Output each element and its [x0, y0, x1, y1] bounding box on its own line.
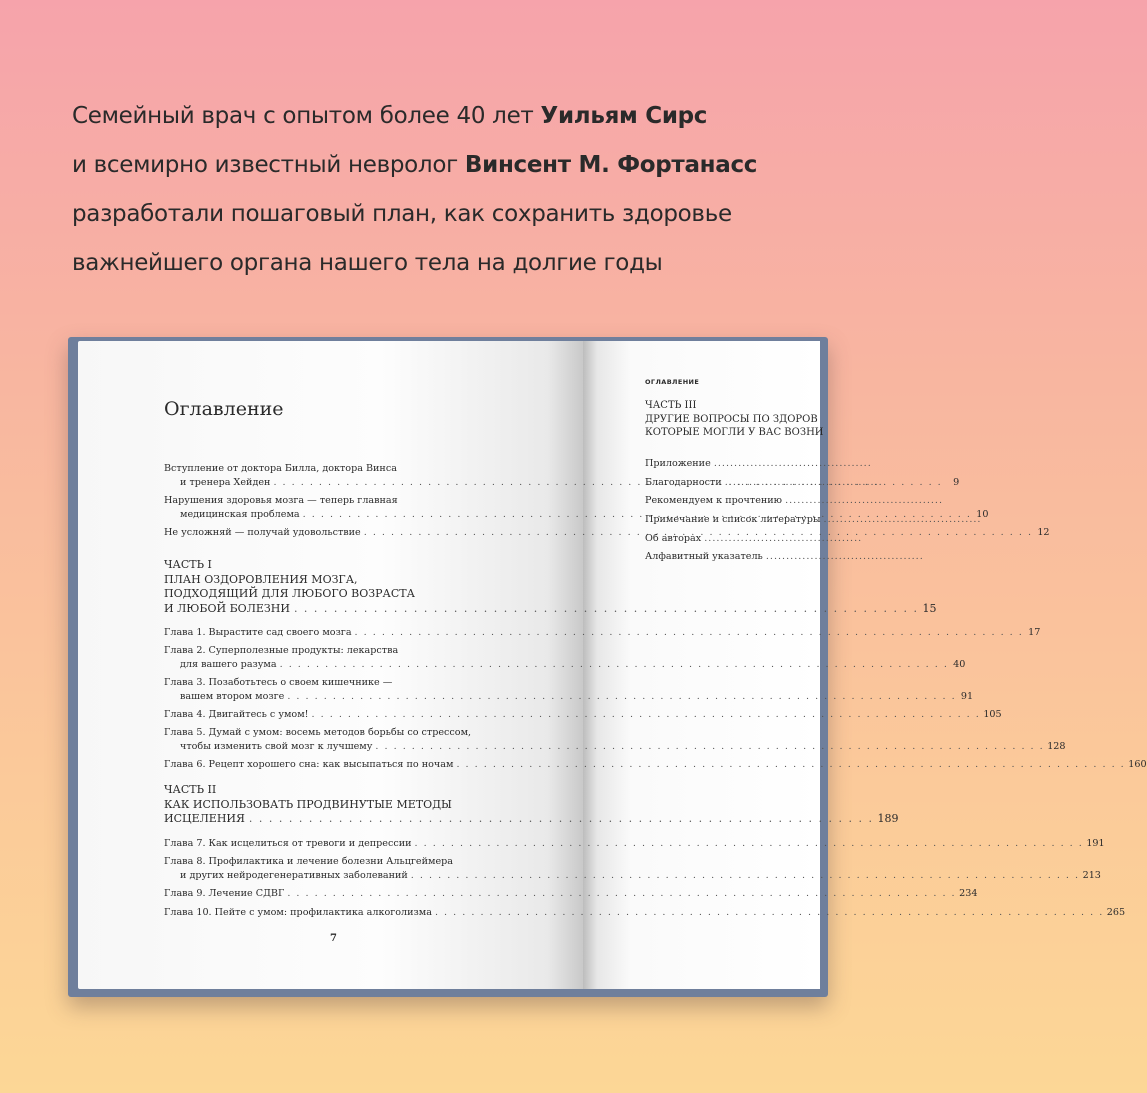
toc-entry	[164, 758, 1147, 772]
toc-entry-text: Глава 7. Как исцелиться от тревоги и депрессии	[164, 838, 412, 849]
toc-page-number: 189	[877, 812, 899, 825]
headline-text: Семейный врач с опытом более 40 лет	[72, 103, 541, 129]
toc-page-number: 191	[1086, 838, 1105, 849]
toc-page-number: 105	[983, 709, 1002, 720]
toc-page-number: 10	[976, 509, 989, 520]
toc-entry	[645, 458, 981, 477]
running-head: ОГЛАВЛЕНИЕ	[645, 378, 700, 386]
toc-entry	[164, 676, 974, 704]
toc-page-number: 12	[1037, 527, 1050, 538]
toc-entry-text: Глава 9. Лечение СДВГ	[164, 888, 285, 899]
leader-dots: .......................................	[765, 551, 924, 563]
toc-entry-text: для вашего разума	[180, 659, 277, 670]
headline-line-1	[72, 92, 812, 141]
page-number: 7	[330, 933, 337, 944]
toc-entry-text: медицинская проблема	[180, 509, 300, 520]
toc-part-2	[164, 783, 899, 827]
toc-entry	[164, 726, 1066, 754]
part-label: ЧАСТЬ I	[164, 558, 212, 571]
toc-page-number: 160	[1128, 759, 1147, 770]
toc-entry-text: Благодарности	[645, 476, 722, 488]
part-title: ДРУГИЕ ВОПРОСЫ ПО ЗДОРОВ	[645, 413, 818, 425]
headline-line-4: важнейшего органа нашего тела на долгие годы	[72, 250, 663, 276]
author-name-sears: Уильям Сирс	[540, 103, 708, 129]
toc-entry	[645, 551, 981, 570]
leader-dots: .......................................	[823, 514, 982, 526]
part-title: ПЛАН ОЗДОРОВЛЕНИЯ МОЗГА,	[164, 572, 358, 586]
toc-page-number: 15	[922, 601, 937, 615]
toc-entry	[645, 495, 981, 514]
toc-part-3	[645, 399, 824, 440]
promo-headline	[72, 92, 812, 288]
toc-entry-text: Рекомендуем к прочтению	[645, 495, 783, 507]
toc-entry-text: и тренера Хейден	[180, 477, 271, 488]
leader-dots: .......................................	[704, 532, 863, 544]
part-label: ЧАСТЬ II	[164, 783, 217, 796]
toc-entry-text: чтобы изменить свой мозг к лучшему	[180, 741, 373, 752]
toc-entry	[164, 708, 1002, 722]
author-name-fortanasce: Винсент М. Фортанасс	[464, 152, 758, 178]
toc-entry-text: Глава 2. Суперполезные продукты: лекарства	[164, 645, 399, 656]
toc-entry-text: Об авторах	[645, 532, 702, 544]
toc-entry-text: Глава 5. Думай с умом: восемь методов борьбы со стрессом,	[164, 727, 472, 738]
toc-entry	[164, 837, 1105, 851]
headline-line-3: разработали пошаговый план, как сохранить здоровье	[72, 201, 732, 227]
toc-page-number: 91	[960, 691, 974, 702]
toc-entry-text: Глава 10. Пейте с умом: профилактика алкоголизма	[164, 907, 432, 918]
toc-entry	[645, 514, 981, 533]
leader-dots: .......................................	[785, 495, 944, 507]
toc-entry	[645, 533, 981, 552]
toc-page-number: 40	[953, 659, 966, 670]
toc-entry	[164, 644, 966, 672]
leader-dots: .......................................	[713, 458, 872, 469]
toc-entry	[164, 626, 1041, 640]
toc-list-right	[645, 458, 981, 570]
part-title: КАК ИСПОЛЬЗОВАТЬ ПРОДВИНУТЫЕ МЕТОДЫ	[164, 797, 452, 811]
toc-entry-text: Примечание и список литературы	[645, 514, 821, 526]
headline-text: и всемирно известный невролог	[72, 152, 465, 178]
toc-entry	[645, 477, 981, 496]
part-title: ИСЦЕЛЕНИЯ	[164, 812, 245, 825]
toc-entry-text: Глава 6. Рецепт хорошего сна: как высыпаться по ночам	[164, 759, 454, 770]
toc-entry-text: Приложение	[645, 458, 711, 469]
toc-page-number: 213	[1082, 870, 1101, 881]
toc-part-1	[164, 558, 937, 616]
toc-entry-text: Алфавитный указатель	[645, 551, 763, 563]
toc-entry-text: вашем втором мозге	[180, 691, 285, 702]
toc-entry-text: Не усложняй — получай удовольствие	[164, 527, 361, 538]
toc-entry-text: Вступление от доктора Билла, доктора Винса	[164, 463, 397, 474]
toc-page-number: 128	[1047, 741, 1066, 752]
toc-page-number: 9	[953, 477, 960, 488]
part-label: ЧАСТЬ III	[645, 400, 697, 411]
toc-entry-text: и других нейродегенеративных заболеваний	[180, 870, 408, 881]
toc-entry	[164, 906, 1126, 920]
toc-page-number: 234	[959, 888, 978, 899]
toc-entry	[164, 887, 978, 901]
toc-entry	[164, 855, 1101, 883]
toc-entry-text: Глава 3. Позаботьтесь о своем кишечнике —	[164, 677, 393, 688]
part-title: И ЛЮБОЙ БОЛЕЗНИ	[164, 601, 290, 615]
part-title: КОТОРЫЕ МОГЛИ У ВАС ВОЗНИ	[645, 427, 824, 438]
toc-entry-text: Нарушения здоровья мозга — теперь главная	[164, 495, 398, 506]
toc-page-number: 265	[1106, 907, 1126, 918]
toc-entry-text: Глава 4. Двигайтесь с умом!	[164, 709, 309, 720]
toc-entry-text: Глава 8. Профилактика и лечение болезни Альцгеймера	[164, 856, 454, 867]
toc-entry-text: Глава 1. Вырастите сад своего мозга	[164, 627, 352, 638]
headline-line-2	[72, 141, 812, 190]
part-title: ПОДХОДЯЩИЙ ДЛЯ ЛЮБОГО ВОЗРАСТА	[164, 587, 415, 600]
toc-page-number: 17	[1028, 627, 1041, 638]
toc-title: Оглавление	[164, 398, 284, 420]
leader-dots: .......................................	[724, 476, 883, 488]
